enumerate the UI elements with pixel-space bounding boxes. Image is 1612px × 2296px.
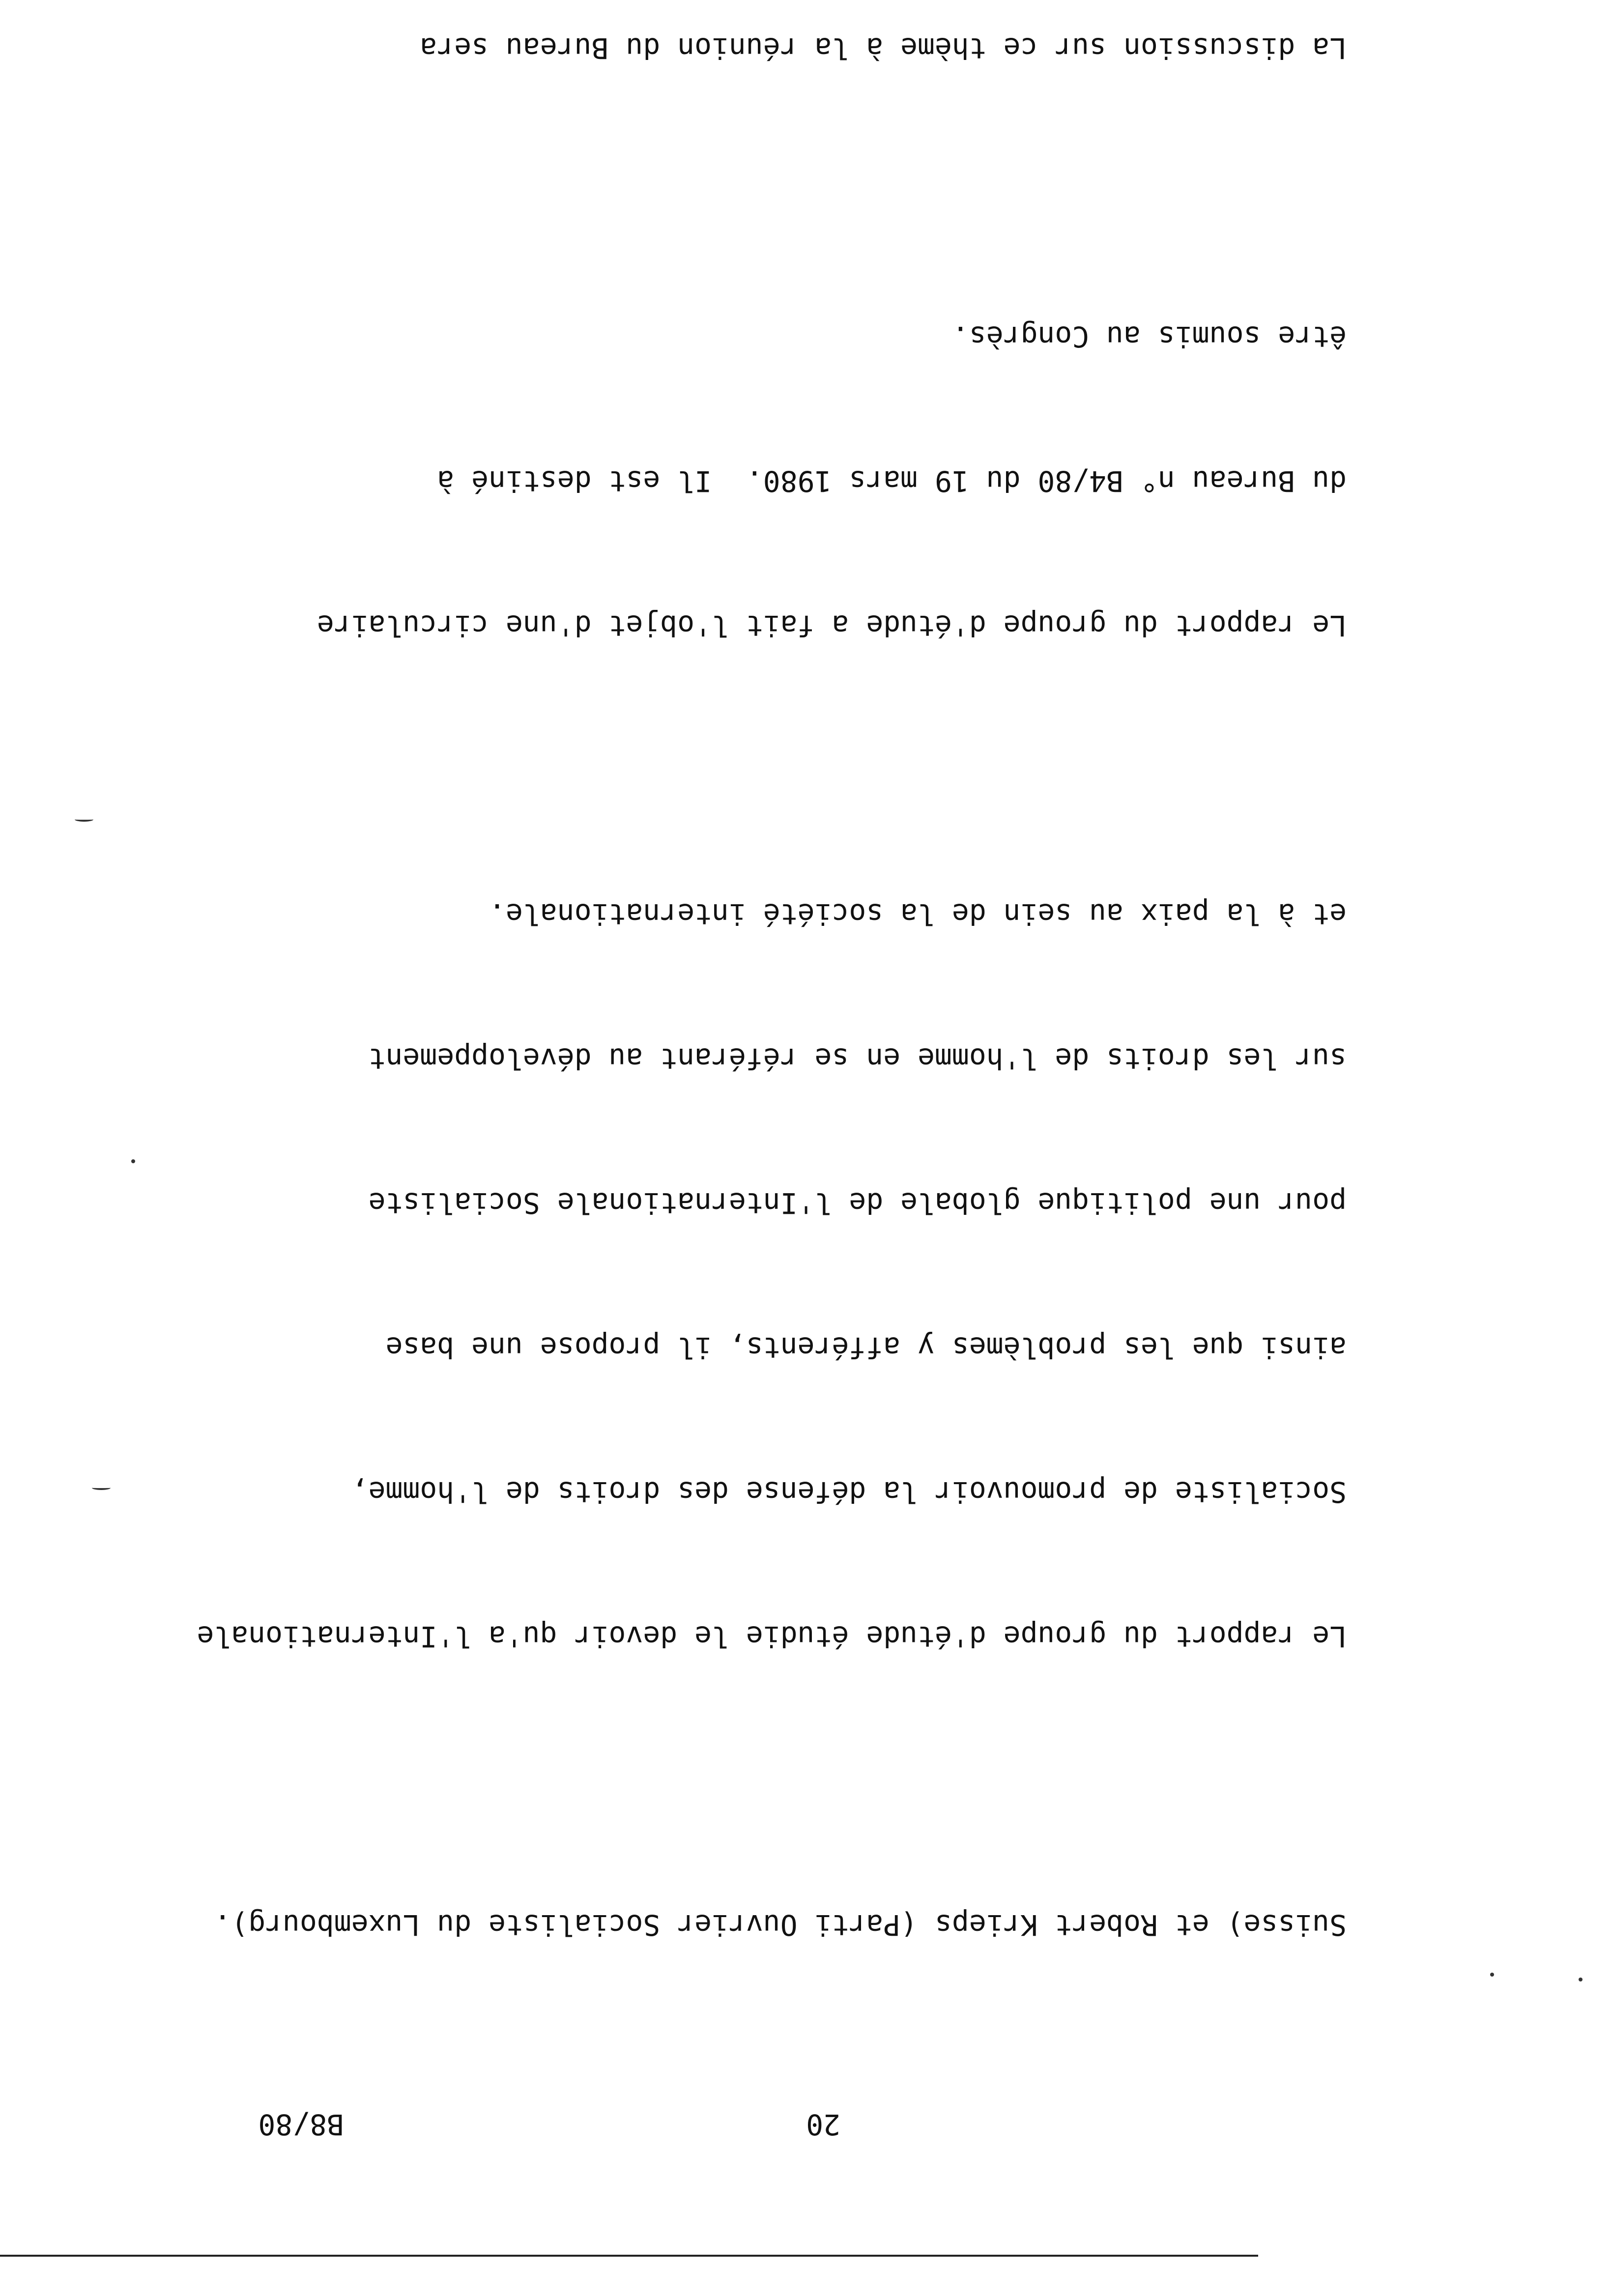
text-line: et à la paix au sein de la société internationale. [489, 897, 1347, 931]
document-reference: B8/80 [258, 2108, 344, 2141]
scan-edge-line [0, 2255, 1258, 2257]
text-line: du Bureau n° B4/80 du 19 mars 1980. Il est destiné à [437, 464, 1347, 498]
scan-margin-mark [75, 817, 93, 822]
text-line: Le rapport du groupe d'étude a fait l'objet d'une circulaire [317, 609, 1347, 642]
text-line: pour une politique globale de l'Internationale Socialiste [368, 1186, 1347, 1220]
text-line: sur les droits de l'homme en se référant au développement [368, 1042, 1347, 1075]
paragraph-circular [167, 216, 1347, 746]
scan-margin-mark [92, 1486, 111, 1490]
text-line: être soumis au Congrès. [951, 320, 1347, 353]
paragraph-human-rights-report [167, 794, 1347, 1757]
scan-speck [131, 1159, 135, 1163]
scan-speck [1579, 1978, 1583, 1981]
text-line: Le rapport du groupe d'étude étudie le devoir qu'a l'Internationale [197, 1620, 1347, 1653]
scan-speck [1490, 1973, 1494, 1977]
text-line: La discussion sur ce thème à la réunion du Bureau sera [420, 31, 1347, 65]
text-line: ainsi que les problèmes y afférents, il propose une base [385, 1331, 1347, 1364]
paragraph-members-cont [167, 1805, 1347, 2045]
paragraph-discussion [167, 0, 1347, 169]
text-line: Suisse) et Robert Krieps (Parti Ouvrier Socialiste du Luxembourg). [214, 1908, 1347, 1942]
text-line: Socialiste de promouvoir la défense des droits de l'homme, [351, 1475, 1347, 1509]
document-body [167, 0, 1347, 2045]
page-header [0, 2099, 1612, 2149]
page-number: 20 [806, 2108, 840, 2141]
